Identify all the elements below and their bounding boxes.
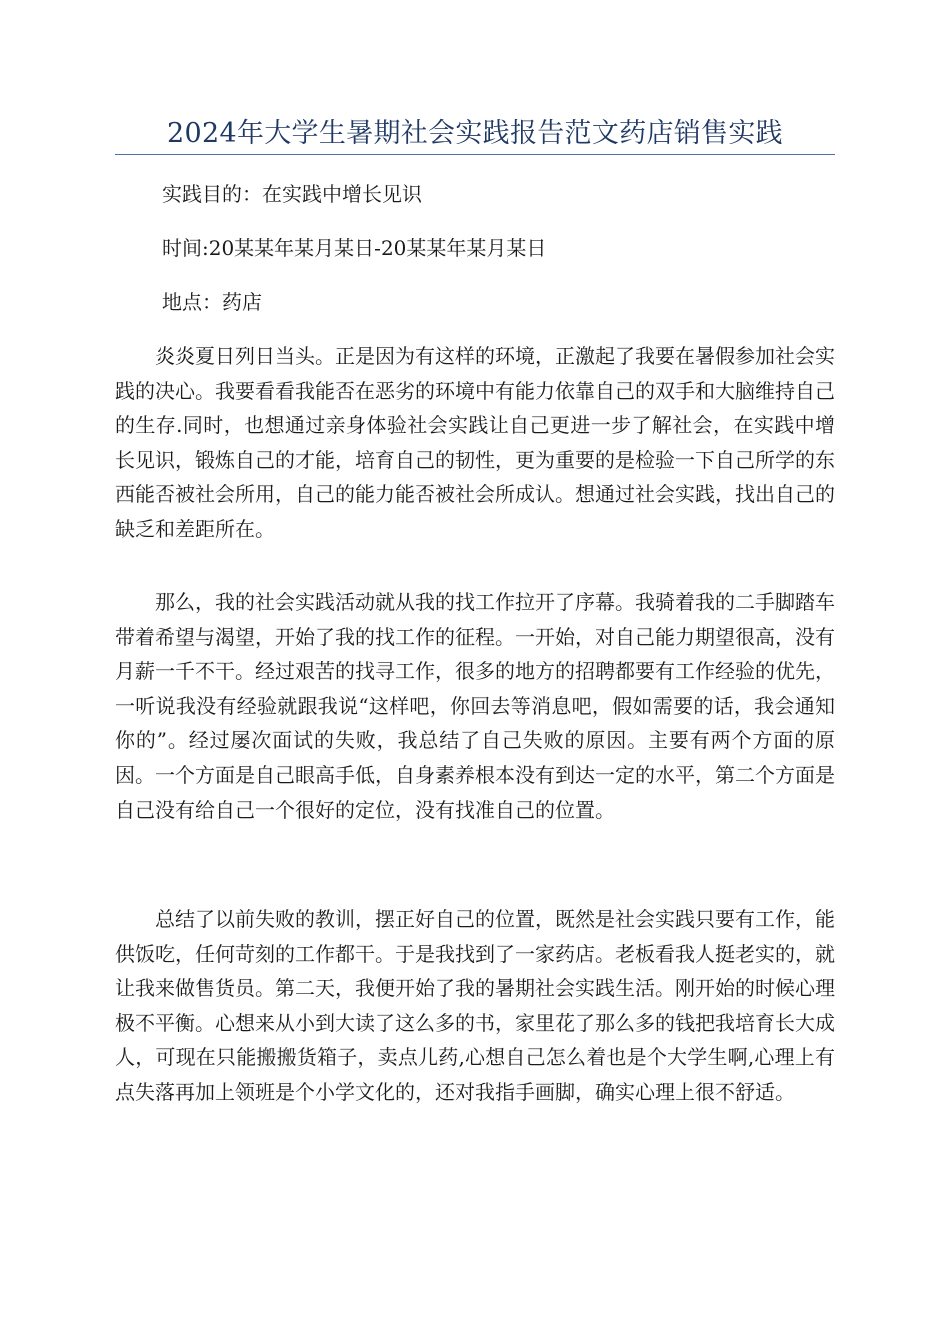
document-title: 2024年大学生暑期社会实践报告范文药店销售实践 [167,118,783,149]
paragraph-1: 炎炎夏日列日当头。正是因为有这样的环境，正激起了我要在暑假参加社会实践的决心。我要看看我能否在恶劣的环境中有能力依靠自己的双手和大脑维持自己的生存.同时，也想通过亲身体验社会实践让自己更进一步了解社会，在实践中增长见识，锻炼自己的才能，培育自己的韧性，更为重要的是检验一下自己所学的东西能否被社会所用，自己的能力能否被社会所成认。想通过社会实践，找出自己的缺乏和差距所在。 [115,344,835,541]
place-line: 地点：药店 [162,290,262,314]
time-line: 时间:20某某年某月某日-20某某年某月某日 [162,236,547,260]
paragraph-2: 那么，我的社会实践活动就从我的找工作拉开了序幕。我骑着我的二手脚踏车带着希望与渴望，开始了我的找工作的征程。一开始，对自己能力期望很高，没有月薪一千不干。经过艰苦的找寻工作，很多的地方的招聘都要有工作经验的优先，一听说我没有经验就跟我说“这样吧，你回去等消息吧，假如需要的话，我会通知你的”。经过屡次面试的失败，我总结了自己失败的原因。主要有两个方面的原因。一个方面是自己眼高手低，自身素养根本没有到达一定的水平，第二个方面是自己没有给自己一个很好的定位，没有找准自己的位置。 [115,590,835,822]
paragraph-3: 总结了以前失败的教训，摆正好自己的位置，既然是社会实践只要有工作，能供饭吃，任何苛刻的工作都干。于是我找到了一家药店。老板看我人挺老实的，就让我来做售货员。第二天，我便开始了我的暑期社会实践生活。刚开始的时候心理极不平衡。心想来从小到大读了这么多的书，家里花了那么多的钱把我培育长大成人，可现在只能搬搬货箱子，卖点儿药,心想自己怎么着也是个大学生啊,心理上有点失落再加上领班是个小学文化的，还对我指手画脚，确实心理上很不舒适。 [115,907,835,1104]
title-underline [115,154,835,155]
purpose-line: 实践目的：在实践中增长见识 [162,182,422,206]
